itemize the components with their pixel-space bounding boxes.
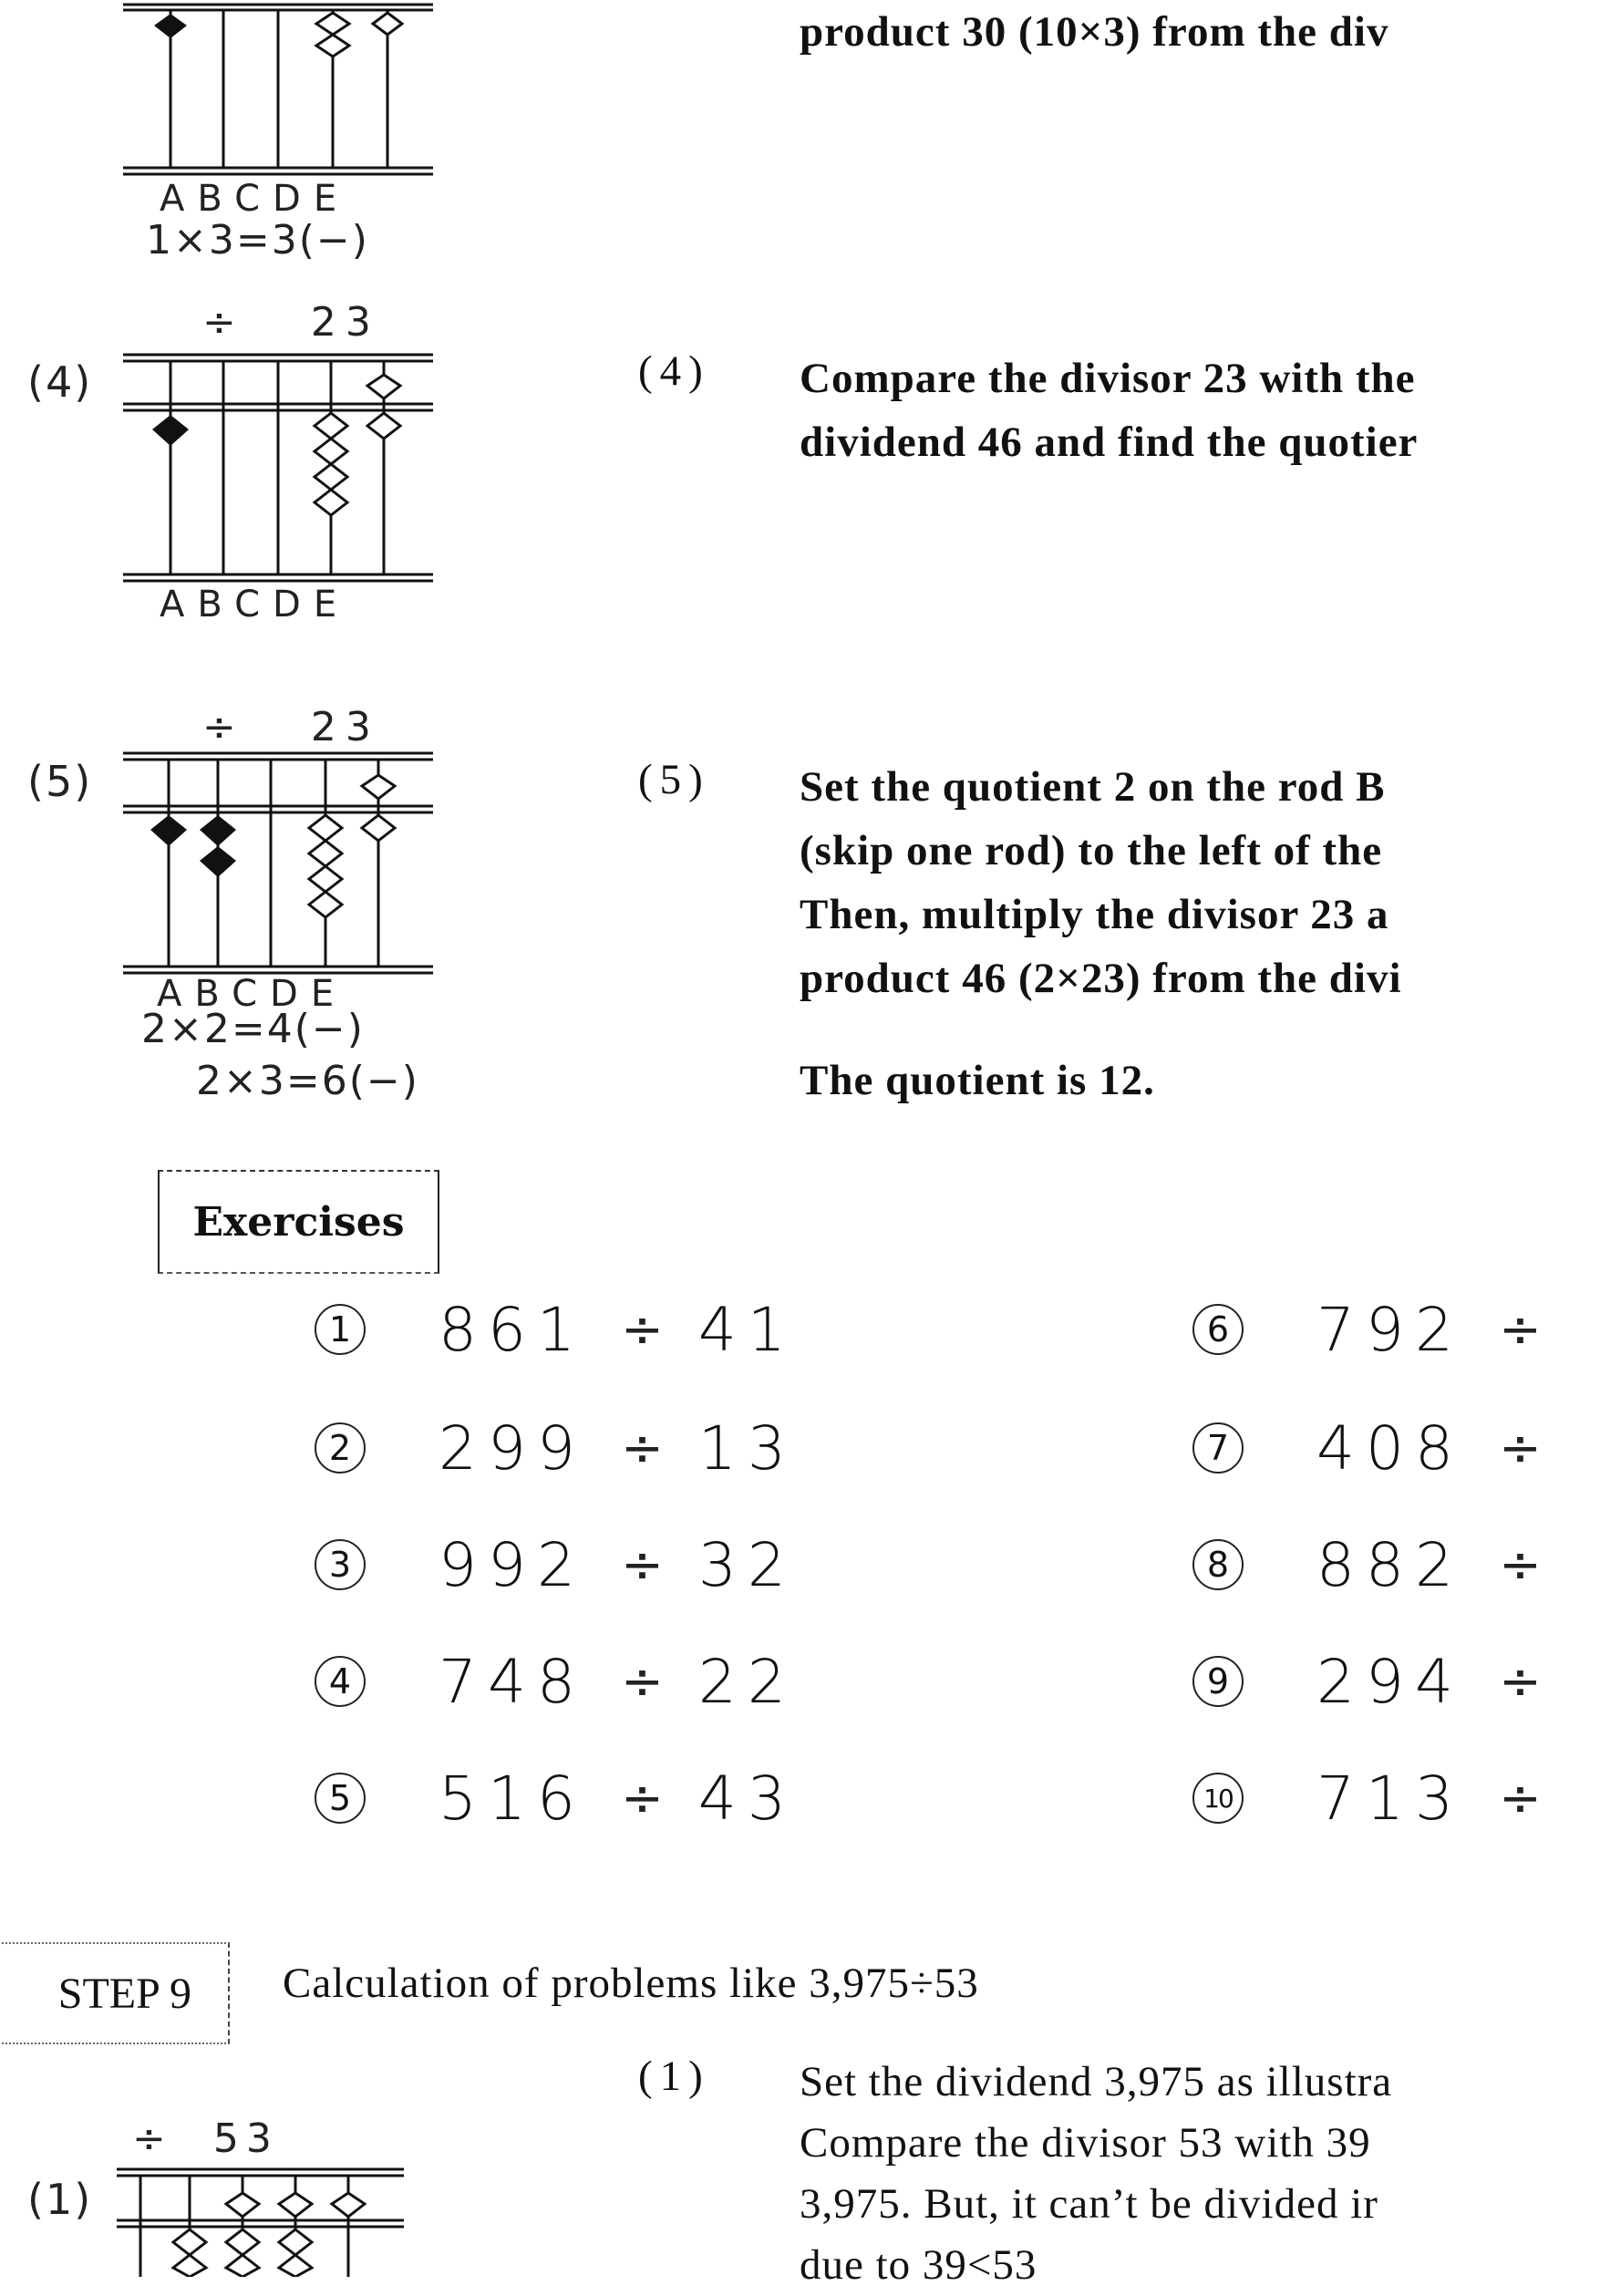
exercise-item (1192, 1412, 1576, 1484)
abacus-step3-icon (123, 0, 433, 178)
exercise-number: 7 (1192, 1422, 1244, 1474)
figure-label-step5: (5) (27, 757, 93, 806)
abacus-step5-icon (123, 750, 433, 982)
exercise-dividend: 792 (1316, 1294, 1464, 1365)
exercise-dividend: 861 (439, 1294, 586, 1365)
exercise-item (1192, 1528, 1576, 1601)
divide-icon: ÷ (620, 1299, 664, 1360)
exercise-dividend: 992 (439, 1529, 586, 1600)
text-line: product 46 (2×23) from the divi (800, 955, 1402, 1002)
exercises-heading: Exercises (158, 1170, 439, 1274)
step9-text (800, 2052, 1392, 2296)
exercise-dividend: 516 (439, 1763, 586, 1834)
divide-icon: ÷ (620, 1418, 664, 1478)
exercise-item (1192, 1645, 1576, 1718)
exercise-number: 2 (315, 1422, 366, 1474)
rod-letters-step4: ABCDE (160, 584, 350, 626)
figure-step9-abacus (117, 2166, 408, 2277)
figure-label-step4: (4) (27, 357, 93, 407)
calc-step5-line2: 2×3=6(−) (196, 1058, 419, 1104)
divide-icon: ÷ (1498, 1651, 1542, 1712)
text-line: Then, multiply the divisor 23 a (800, 891, 1389, 938)
exercise-item (315, 1293, 797, 1366)
exercise-item (1192, 1762, 1576, 1835)
divide-icon: ÷ (1498, 1299, 1542, 1360)
exercise-dividend: 294 (1316, 1646, 1464, 1717)
step9-sub-label: (1) (638, 2053, 710, 2100)
step5-label: (5) (638, 756, 710, 803)
divisor-header-step5: ÷ 23 (202, 704, 380, 750)
exercise-number: 3 (315, 1539, 366, 1590)
exercise-dividend: 408 (1316, 1412, 1464, 1484)
abacus-step9-icon (117, 2166, 408, 2277)
step9-title: Calculation of problems like 3,975÷53 (283, 1960, 979, 2007)
divide-icon: ÷ (1498, 1768, 1542, 1828)
exercise-divisor: 41 (697, 1294, 797, 1365)
step9-badge: STEP 9 (0, 1942, 230, 2044)
text-line: Compare the divisor 23 with the (800, 355, 1416, 402)
text-line: product 30 (10×3) from the div (800, 8, 1389, 56)
exercise-number: 9 (1192, 1656, 1244, 1707)
divide-icon: ÷ (620, 1651, 664, 1712)
top-continuation-text (800, 0, 1388, 64)
abacus-step4-icon (123, 351, 433, 588)
exercise-number: 1 (315, 1304, 366, 1355)
exercise-number: 8 (1192, 1539, 1244, 1590)
divide-icon: ÷ (1498, 1418, 1542, 1478)
figure-label-step9: (1) (27, 2175, 93, 2224)
rod-letters-step5: ABCDE (157, 973, 347, 1015)
divisor-header-step4: ÷ 23 (202, 299, 380, 346)
exercise-number: 5 (315, 1773, 366, 1824)
exercise-number: 6 (1192, 1304, 1244, 1355)
exercise-dividend: 882 (1316, 1529, 1464, 1600)
figure-step4-abacus (123, 351, 433, 588)
text-line: Set the dividend 3,975 as illustra (800, 2058, 1393, 2105)
exercise-item (315, 1412, 797, 1484)
text-line: Compare the divisor 53 with 39 (800, 2119, 1371, 2167)
figure-step3-abacus (123, 0, 433, 178)
exercise-item (315, 1645, 797, 1718)
exercise-divisor: 13 (697, 1412, 797, 1484)
divide-icon: ÷ (620, 1768, 664, 1828)
exercise-divisor: 32 (697, 1529, 797, 1600)
text-line: dividend 46 and find the quotier (800, 419, 1419, 466)
exercise-dividend: 299 (439, 1412, 586, 1484)
exercise-number: 10 (1192, 1773, 1244, 1824)
exercise-divisor: 22 (697, 1646, 797, 1717)
exercise-item (1192, 1293, 1576, 1366)
calc-step3: 1×3=3(−) (146, 217, 369, 264)
step4-text (800, 346, 1418, 474)
divide-icon: ÷ (620, 1535, 664, 1595)
exercise-divisor: 43 (697, 1763, 797, 1834)
exercise-number: 4 (315, 1656, 366, 1707)
text-line: 3,975. But, it can’t be divided ir (800, 2180, 1378, 2228)
step5-result: The quotient is 12. (800, 1057, 1155, 1104)
divisor-header-step9: ÷ 53 (132, 2115, 279, 2162)
exercise-item (315, 1762, 797, 1835)
exercise-dividend: 713 (1316, 1763, 1464, 1834)
step4-label: (4) (638, 347, 710, 395)
rod-letters-step3: ABCDE (160, 178, 350, 220)
divide-icon: ÷ (1498, 1535, 1542, 1595)
text-line: Set the quotient 2 on the rod B (800, 763, 1386, 811)
text-line: due to 39<53 (800, 2241, 1037, 2289)
exercise-dividend: 748 (439, 1646, 586, 1717)
step5-text (800, 755, 1402, 1010)
calc-step5-line1: 2×2=4(−) (141, 1006, 365, 1052)
text-line: (skip one rod) to the left of the (800, 827, 1383, 874)
exercise-item (315, 1528, 797, 1601)
figure-step5-abacus (123, 750, 433, 982)
